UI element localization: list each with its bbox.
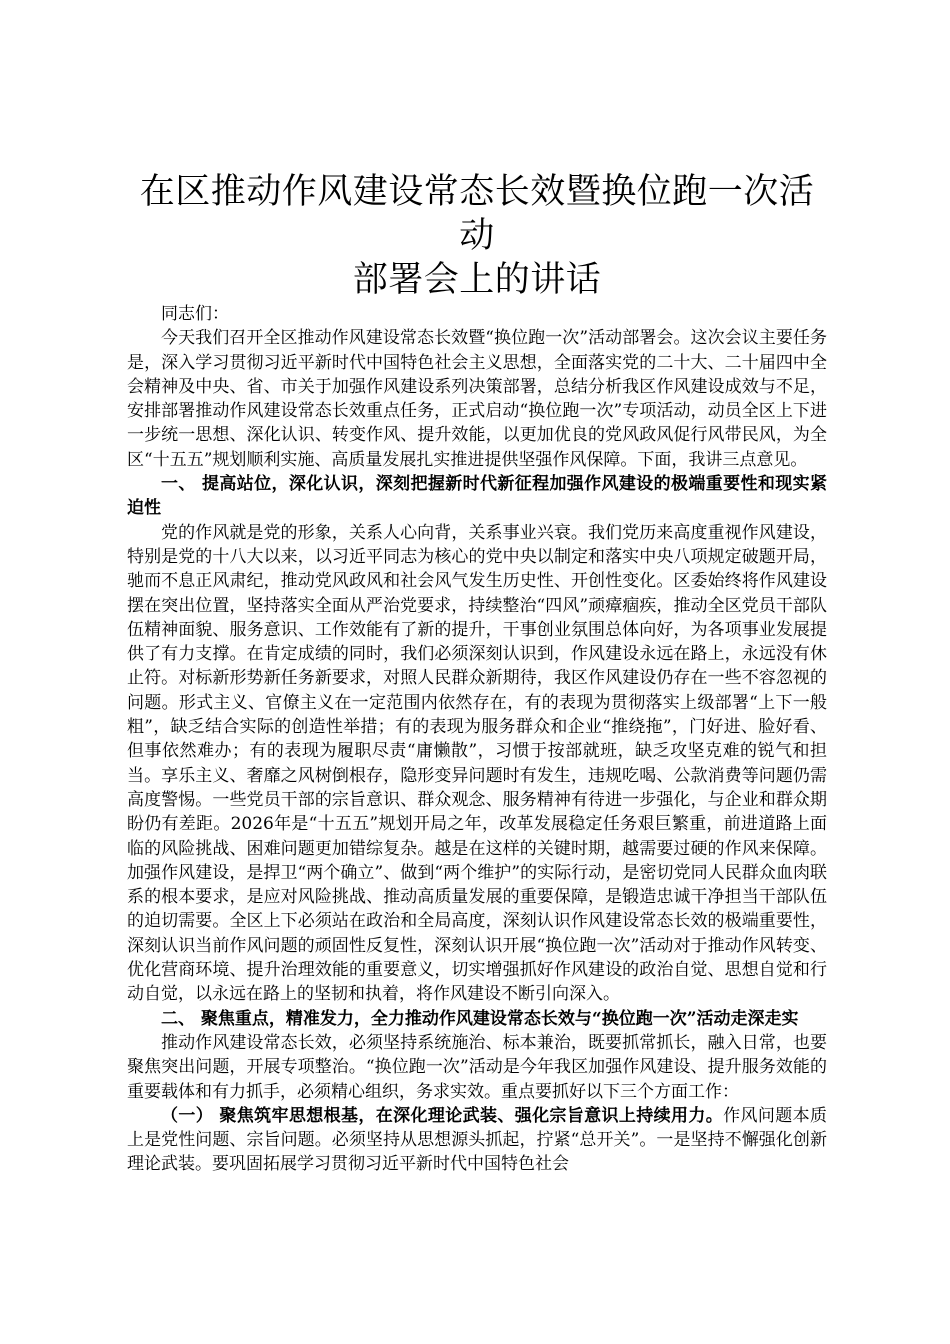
section-1-body: 党的作风就是党的形象，关系人心向背，关系事业兴衰。我们党历来高度重视作风建设，特别是党的十八大以来，以习近平同志为核心的党中央以制定和落实中央八项规定破题开局，驰而不息正风肃纪，推动党风政风和社会风气发生历史性、开创性变化。区委始终将作风建设摆在突出位置，坚持落实全面从严治党要求，持续整治“四风”顽瘴痼疾，推动全区党员干部队伍精神面貌、服务意识、工作效能有了新的提升，干事创业氛围总体向好，为各项事业发展提供了有力支撑。在肯定成绩的同时，我们必须深刻认识到，作风建设永远在路上，永远没有休止符。对标新形势新任务新要求，对照人民群众新期待，我区作风建设仍存在一些不容忽视的问题。形式主义、官僚主义在一定范围内依然存在，有的表现为贯彻落实上级部署“上下一般粗”，缺乏结合实际的创造性举措；有的表现为服务群众和企业“推绕拖”，门好进、脸好看、但事依然难办；有的表现为履职尽责“庸懒散”，习惯于按部就班，缺乏攻坚克难的锐气和担当。享乐主义、奢靡之风树倒根存，隐形变异问题时有发生，违规吃喝、公款消费等问题仍需高度警惕。一些党员干部的宗旨意识、群众观念、服务精神有待进一步强化，与企业和群众期盼仍有差距。2026年是“十五五”规划开局之年，改革发展稳定任务艰巨繁重，前进道路上面临的风险挑战、困难问题更加错综复杂。越是在这样的关键时期，越需要过硬的作风来保障。加强作风建设，是捍卫“两个确立”、做到“两个维护”的实际行动，是密切党同人民群众血肉联系的根本要求，是应对风险挑战、推动高质量发展的重要保障，是锻造忠诚干净担当干部队伍的迫切需要。全区上下必须站在政治和全局高度，深刻认识作风建设常态长效的极端重要性，深刻认识当前作风问题的顽固性反复性，深刻认识开展“换位跑一次”活动对于推动作风转变、优化营商环境、提升治理效能的重要意义，切实增强抓好作风建设的政治自觉、思想自觉和行动自觉，以永远在路上的坚韧和执着，将作风建设不断引向深入。 [127, 522, 827, 1005]
title-line-2: 部署会上的讲话 [352, 260, 602, 300]
salutation: 同志们： [161, 304, 229, 324]
subsection-1-paragraph [127, 1104, 827, 1177]
title-line-1: 在区推动作风建设常态长效暨换位跑一次活动 [139, 172, 815, 256]
intro-paragraph: 今天我们召开全区推动作风建设常态长效暨“换位跑一次”活动部署会。这次会议主要任务是，深入学习贯彻习近平新时代中国特色社会主义思想，全面落实党的二十大、二十届四中全会精神及中央、省、市关于加强作风建设系列决策部署，总结分析我区作风建设成效与不足，安排部署推动作风建设常态长效重点任务，正式启动“换位跑一次”专项活动，动员全区上下进一步统一思想、深化认识、转变作风、提升效能，以更加优良的党风政风促行风带民风，为全区“十五五”规划顺利实施、高质量发展扎实推进提供坚强作风保障。下面，我讲三点意见。 [127, 328, 827, 470]
subsection-1-body: 作风问题本质上是党性问题、宗旨问题。必须坚持从思想源头抓起，拧紧“总开关”。一是坚持不懈强化创新理论武装。要巩固拓展学习贯彻习近平新时代中国特色社会 [127, 1105, 828, 1175]
section-2-body: 推动作风建设常态长效，必须坚持系统施治、标本兼治，既要抓常抓长，融入日常，也要聚焦突出问题，开展专项整治。“换位跑一次”活动是今年我区加强作风建设、提升服务效能的重要载体和有力抓手，必须精心组织，务求实效。重点要抓好以下三个方面工作： [127, 1032, 827, 1102]
subsection-1-heading: （一） 聚焦筑牢思想根基，在深化理论武装、强化宗旨意识上持续用力。 [161, 1105, 724, 1126]
document-page [127, 170, 827, 1177]
section-2-heading: 二、 聚焦重点，精准发力，全力推动作风建设常态长效与“换位跑一次”活动走深走实 [161, 1008, 799, 1029]
document-title [127, 170, 827, 302]
section-1-heading: 一、 提高站位，深化认识，深刻把握新时代新征程加强作风建设的极端重要性和现实紧迫性 [127, 474, 827, 519]
